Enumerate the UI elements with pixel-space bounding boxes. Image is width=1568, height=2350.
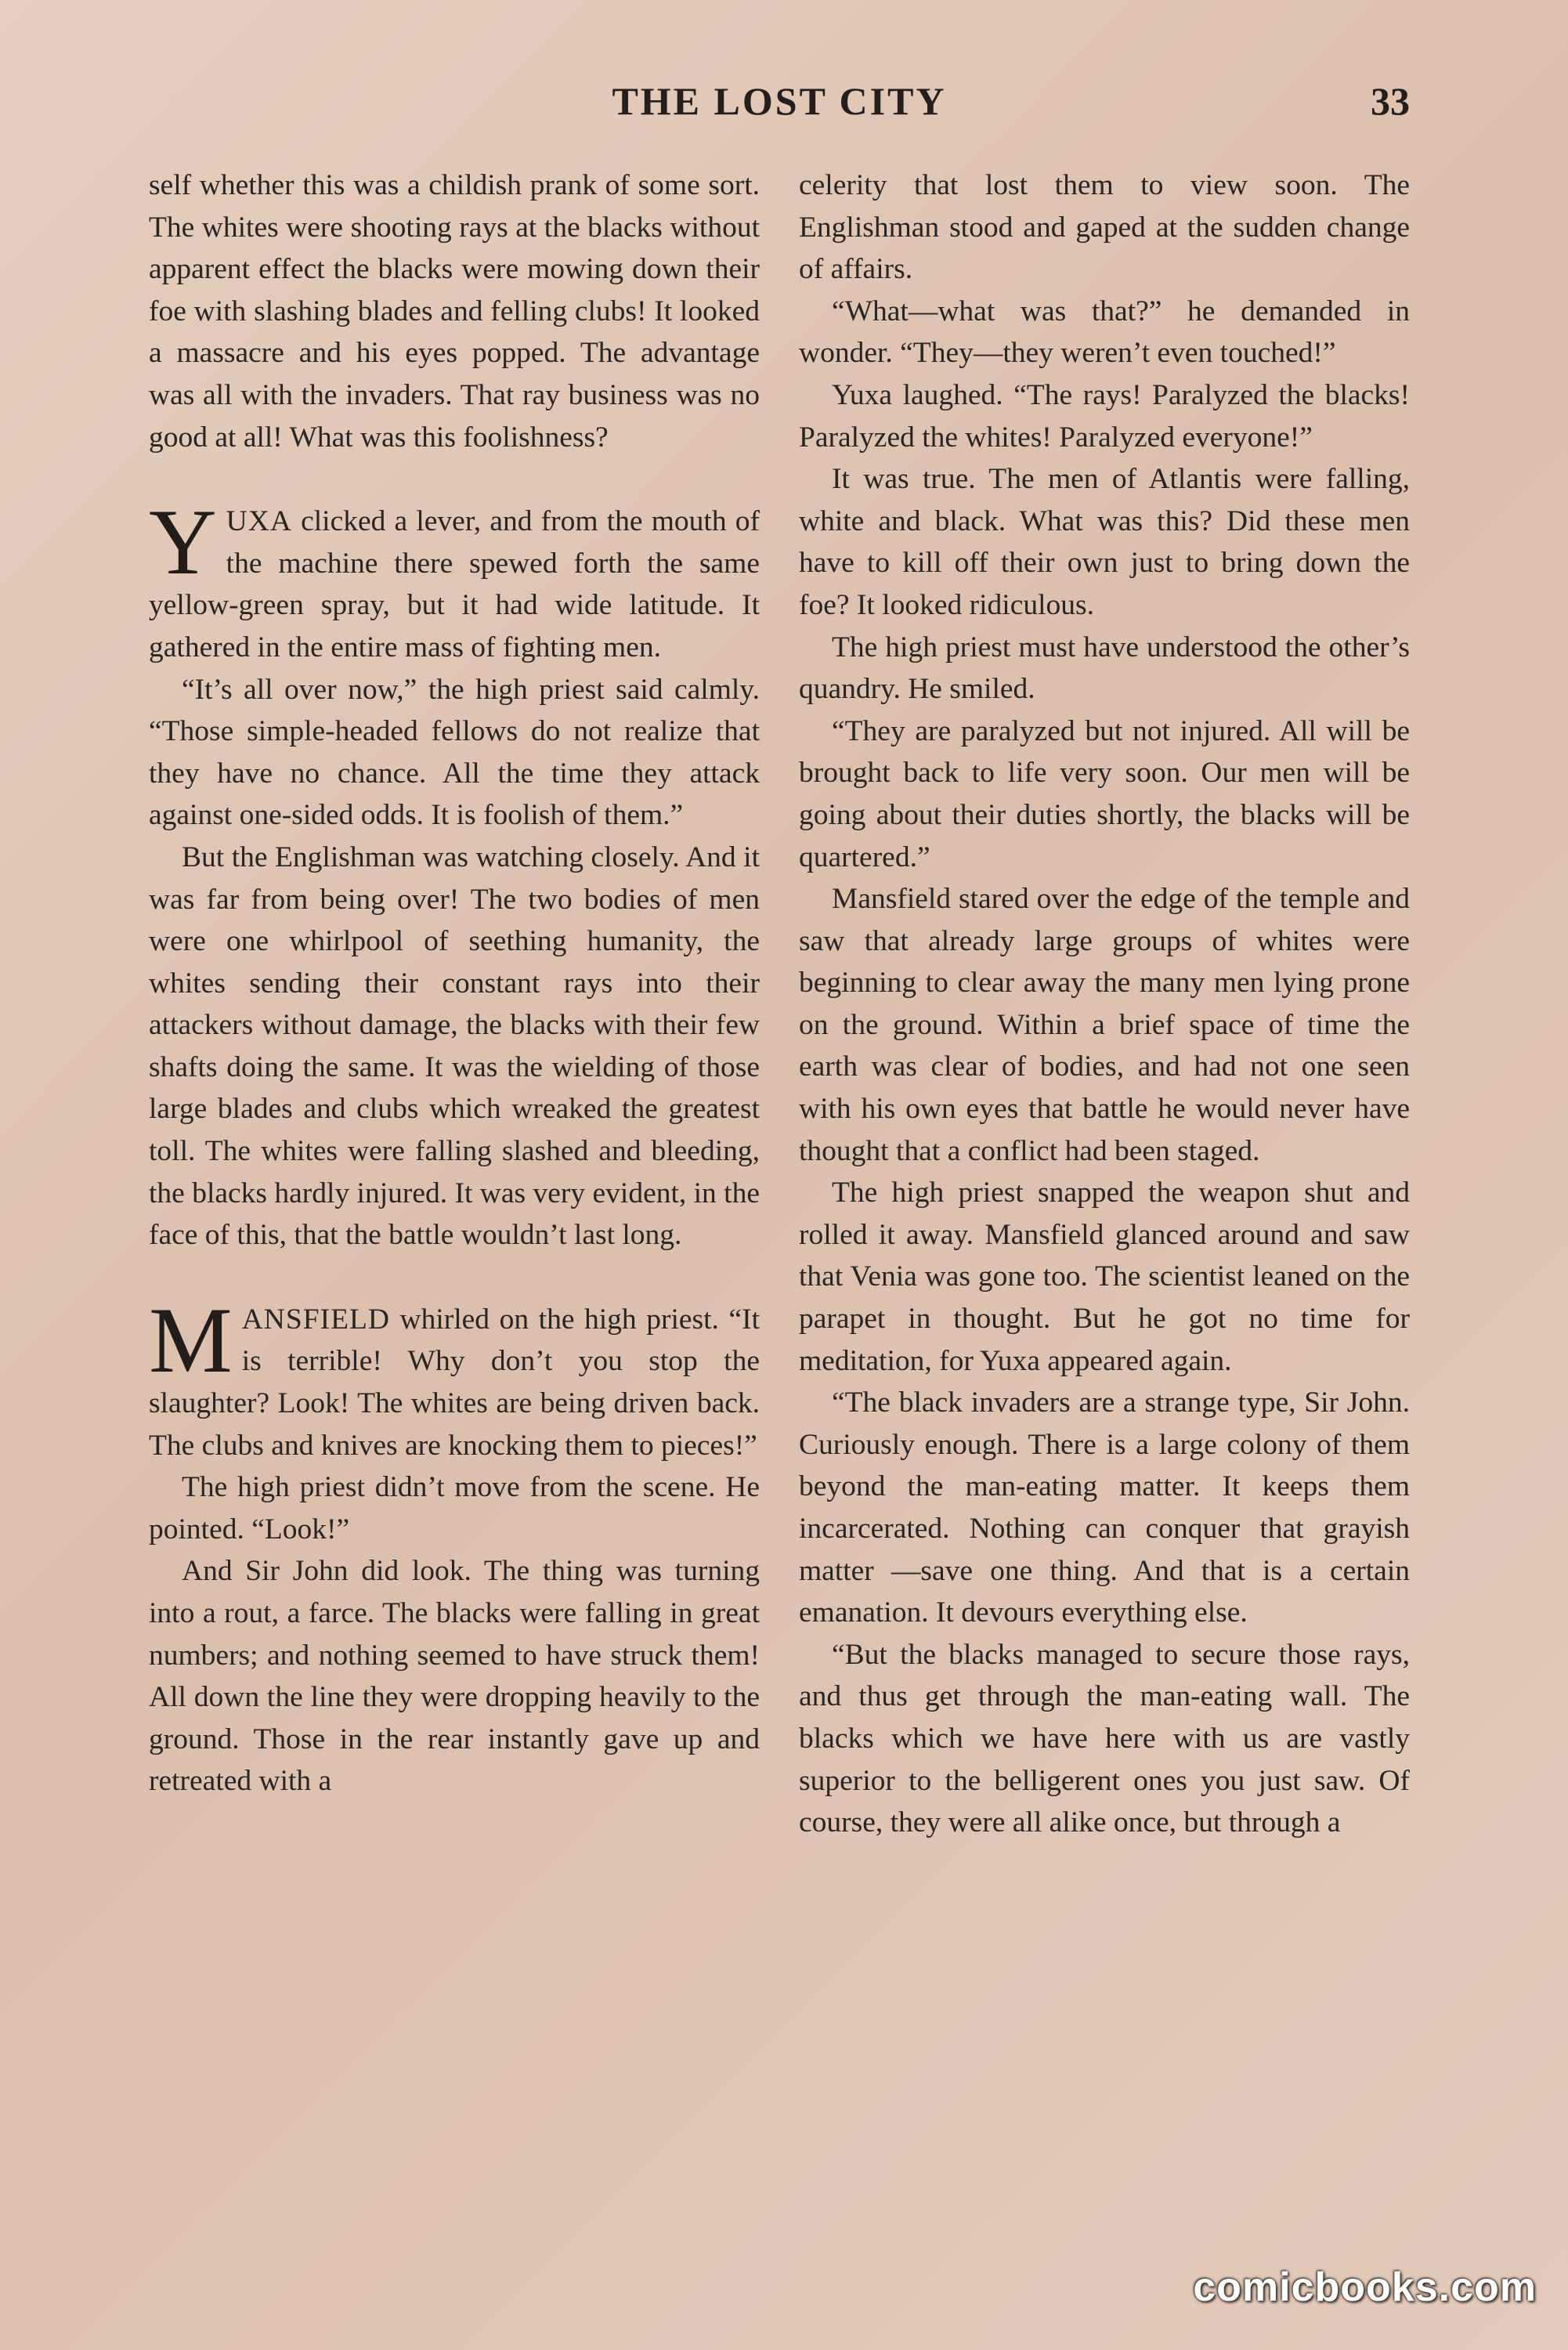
paragraph-yuxa (149, 490, 760, 668)
paragraph-mansfield (149, 1287, 760, 1466)
lead-in-word: UXA (226, 505, 292, 538)
paragraph: “The black invaders are a strange type, Sir John. Curiously enough. There is a large colony of them beyond the man-eating matter. It keeps them incarcerated. Nothing can conquer that grayish matter —save one thing. And that is a certain emanation. It devours everything else. (799, 1386, 1410, 1629)
right-column (799, 164, 1410, 1844)
paragraph: Yuxa laughed. “The rays! Paralyzed the blacks! Paralyzed the whites! Paralyzed everyone!” (799, 378, 1410, 454)
text-columns (149, 164, 1410, 2201)
paragraph: “It’s all over now,” the high priest said calmly. “Those simple-headed fellows do not realize that they have no chance. All the time they attack against one-sided odds. It is foolish of them.” (149, 673, 760, 832)
paragraph: The high priest snapped the weapon shut and rolled it away. Mansfield glanced around and saw that Venia was gone too. The scientist leaned on the parapet in thought. But he got no time for meditation, for Yuxa appeared again. (799, 1177, 1410, 1377)
page-header (149, 78, 1410, 133)
left-column (149, 164, 760, 1802)
paragraph: self whether this was a childish prank of some sort. The whites were shooting rays at the blacks without apparent effect the blacks were mowing down their foe with slashing blades and felling clubs! It looked a massacre and his eyes popped. The advantage was all with the invaders. That ray business was no good at all! What was this foolishness? (149, 169, 760, 454)
paragraph: “But the blacks managed to secure those rays, and thus get through the man-eating wall. The blacks which we have here with us are vastly superior to the belligerent ones you just saw. Of course, they were all alike once, but through a (799, 1638, 1410, 1839)
paragraph: The high priest must have understood the other’s quandry. He smiled. (799, 631, 1410, 706)
drop-cap-letter: Y (149, 490, 217, 595)
paragraph: “What—what was that?” he demanded in wonder. “They—they weren’t even touched!” (799, 295, 1410, 370)
running-title: THE LOST CITY (612, 79, 947, 123)
paragraph: celerity that lost them to view soon. The Englishman stood and gaped at the sudden change of affairs. (799, 169, 1410, 286)
paragraph: It was true. The men of Atlantis were falling, white and black. What was this? Did these men have to kill off their own just to bring down the foe? It looked ridiculous. (799, 463, 1410, 621)
paragraph: Mansfield stared over the edge of the temple and saw that already large groups of whites were beginning to clear away the many men lying prone on the ground. Within a brief space of time the earth was clear of bodies, and had not one seen with his own eyes that battle he would never have thought that a conflict had been staged. (799, 883, 1410, 1167)
paragraph-text: whirled on the high priest. “It is terrible! Why don’t you stop the slaughter? Look! The whites are being driven back. The clubs and knives are knocking them to pieces!” (149, 1303, 760, 1462)
paragraph: “They are paralyzed but not injured. All will be brought back to life very soon. Our men will be going about their duties shortly, the blacks will be quartered.” (799, 714, 1410, 873)
paragraph-text: clicked a lever, and from the mouth of the machine there spewed forth the same yellow-green spray, but it had wide latitude. It gathered in the entire mass of fighting men. (149, 505, 760, 663)
lead-in-word: ANSFIELD (241, 1303, 390, 1336)
paragraph: The high priest didn’t move from the scene. He pointed. “Look!” (149, 1471, 760, 1546)
site-watermark: comicbooks.com (1193, 2265, 1537, 2310)
paragraph: But the Englishman was watching closely. And it was far from being over! The two bodies of men were one whirlpool of seething humanity, the whites sending their constant rays into their attackers without damage, the blacks with their few shafts doing the same. It was the wielding of those large blades and clubs which wreaked the greatest toll. The whites were falling slashed and bleeding, the blacks hardly injured. It was very evident, in the face of this, that the battle wouldn’t last long. (149, 841, 760, 1252)
drop-cap-letter: M (149, 1287, 233, 1392)
page-number: 33 (1371, 79, 1410, 123)
paragraph: And Sir John did look. The thing was turning into a rout, a farce. The blacks were falling in great numbers; and nothing seemed to have struck them! All down the line they were dropping heavily to the ground. Those in the rear instantly gave up and retreated with a (149, 1555, 760, 1798)
